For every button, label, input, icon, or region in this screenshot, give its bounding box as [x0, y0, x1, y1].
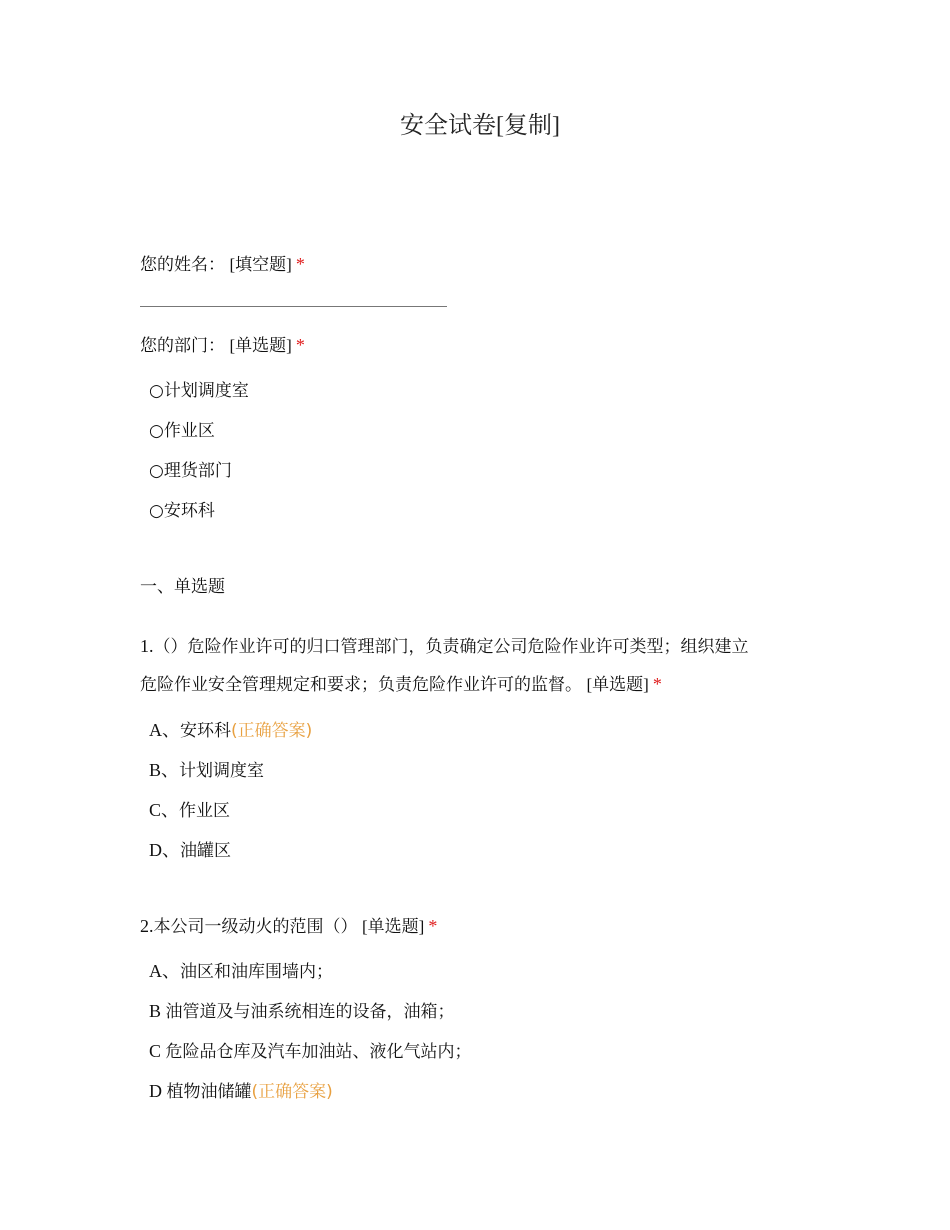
answer-option[interactable]: [149, 958, 333, 985]
option-text: 植物油储罐: [166, 1082, 252, 1102]
correct-answer-label: (正确答案): [251, 1082, 333, 1102]
department-option[interactable]: ○安环科: [149, 501, 215, 521]
option-prefix: A、: [149, 720, 180, 740]
correct-answer-label: (正确答案): [231, 721, 313, 741]
option-text: 油管道及与油系统相连的设备，油箱；: [165, 1002, 455, 1022]
required-mark: *: [428, 916, 438, 936]
answer-option[interactable]: [149, 1078, 333, 1105]
option-prefix: D、: [149, 840, 180, 860]
department-label: 您的部门：: [140, 336, 225, 356]
answer-option[interactable]: [149, 757, 264, 784]
option-prefix: C: [149, 1041, 166, 1061]
department-question: [140, 332, 305, 359]
option-text: 油区和油库围墙内；: [180, 962, 333, 982]
answer-option[interactable]: [149, 998, 455, 1025]
option-text: 油罐区: [180, 841, 231, 861]
required-mark: *: [295, 335, 305, 355]
answer-option[interactable]: [149, 797, 230, 824]
section-heading: 一、单选题: [140, 577, 225, 597]
answer-option[interactable]: [149, 1038, 472, 1065]
option-text: 作业区: [179, 801, 231, 821]
required-mark: *: [295, 254, 305, 274]
question-1-line2: [140, 671, 662, 698]
name-question: [140, 251, 305, 278]
answer-option[interactable]: [149, 837, 231, 864]
question-1-line1: [140, 633, 749, 660]
type-tag: [单选题]: [229, 336, 292, 355]
option-text: 安环科: [180, 721, 231, 741]
answer-option[interactable]: [149, 717, 312, 744]
option-prefix: D: [149, 1081, 167, 1101]
type-tag: [填空题]: [229, 255, 292, 274]
option-prefix: B、: [149, 760, 180, 780]
required-mark: *: [652, 674, 662, 694]
name-input[interactable]: [140, 306, 447, 307]
option-text: 危险品仓库及汽车加油站、液化气站内；: [165, 1042, 472, 1062]
question-2-line1: [140, 913, 437, 940]
option-prefix: B: [149, 1001, 166, 1021]
type-tag: [单选题]: [586, 675, 649, 694]
department-option[interactable]: ○作业区: [149, 421, 215, 441]
option-prefix: A、: [149, 961, 180, 981]
question-text: （）危险作业许可的归口管理部门，负责确定公司危险作业许可类型；组织建立: [153, 637, 749, 657]
department-option[interactable]: ○计划调度室: [149, 381, 249, 401]
question-text: 危险作业安全管理规定和要求；负责危险作业许可的监督。: [140, 675, 582, 695]
page-title: 安全试卷[复制]: [400, 113, 560, 139]
question-text: 本公司一级动火的范围（）: [153, 917, 358, 937]
type-tag: [单选题]: [362, 917, 425, 936]
option-text: 计划调度室: [179, 761, 265, 781]
question-number: 2.: [140, 916, 154, 936]
name-label: 您的姓名：: [140, 255, 225, 275]
option-prefix: C、: [149, 800, 180, 820]
department-option[interactable]: ○理货部门: [149, 461, 232, 481]
question-number: 1.: [140, 636, 154, 656]
